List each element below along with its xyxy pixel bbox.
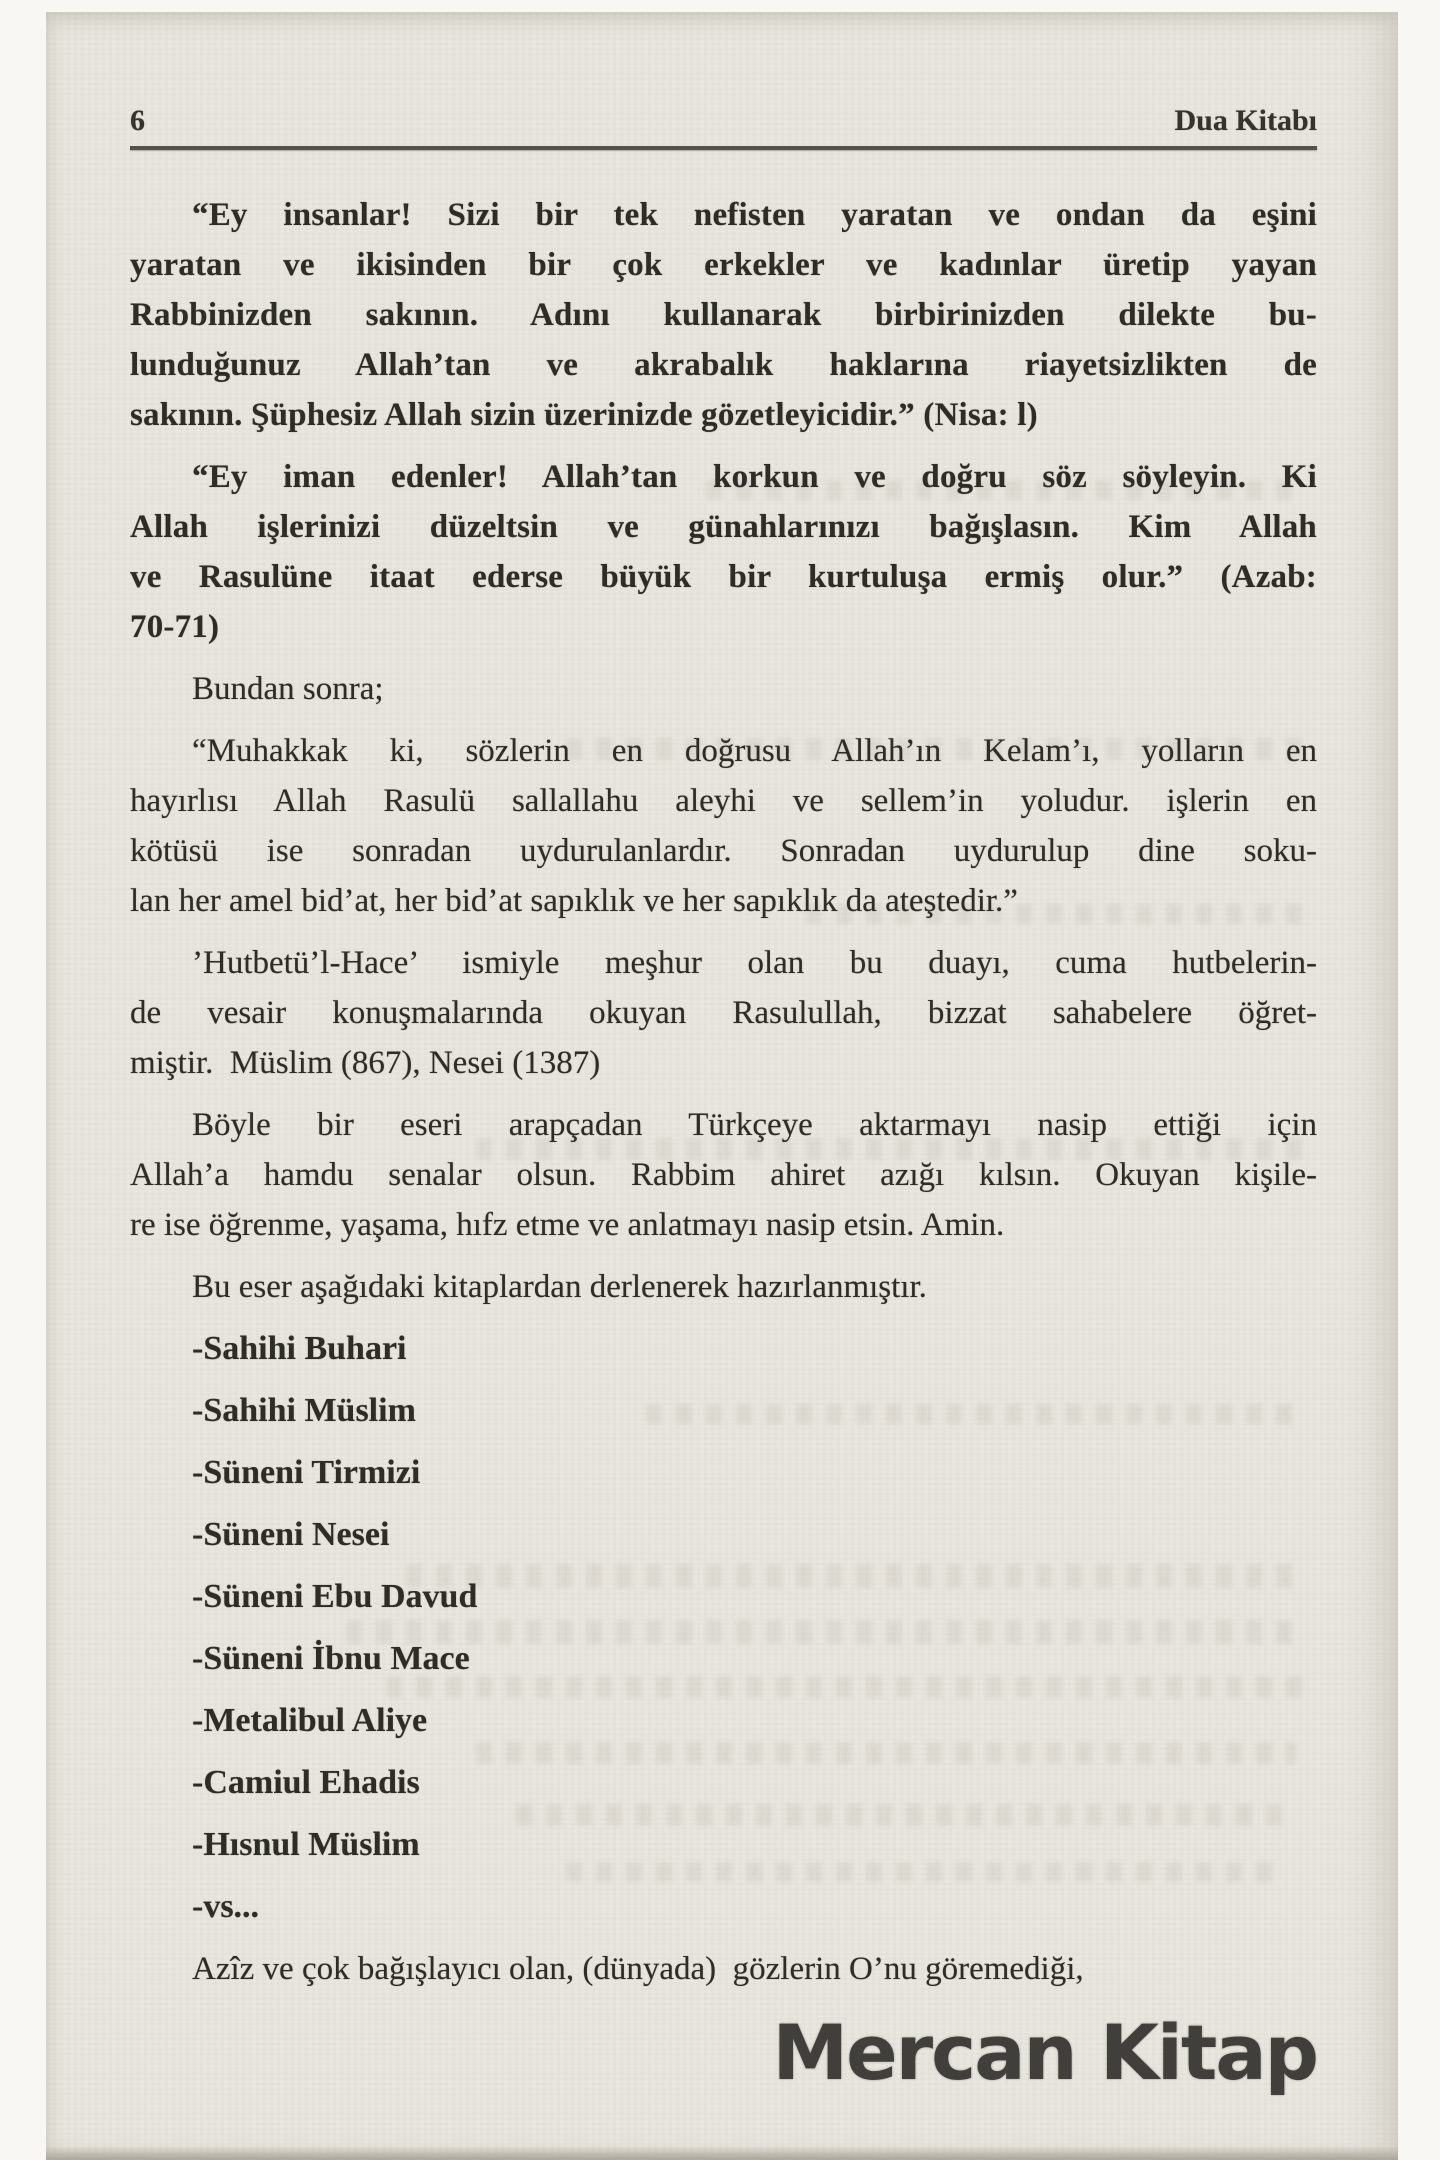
text-line: ’Hutbetü’l-Hace’ ismiyle meşhur olan bu duayı, cuma hutbelerin- xyxy=(192,945,1317,981)
text-line: lan her amel bid’at, her bid’at sapıklık ve her sapıklık da ateştedir.” xyxy=(130,883,1018,919)
text-line: Böyle bir eseri arapçadan Türkçeye aktarmayı nasip ettiği için xyxy=(192,1107,1317,1143)
text-line: de vesair konuşmalarında okuyan Rasulullah, bizzat sahabelere öğret- xyxy=(130,995,1317,1031)
quote-paragraph-azab xyxy=(130,452,1317,652)
text-line: yaratan ve ikisinden bir çok erkekler ve kadınlar üretip yayan xyxy=(130,247,1317,283)
list-item: -Hısnul Müslim xyxy=(192,1826,420,1863)
list-item: -Süneni İbnu Mace xyxy=(192,1640,470,1677)
text-line: “Ey iman edenler! Allah’tan korkun ve doğru söz söyleyin. Ki xyxy=(192,459,1317,495)
body-paragraph-aziz xyxy=(130,1944,1317,1994)
header-rule xyxy=(130,146,1317,150)
text-line: lunduğunuz Allah’tan ve akrabalık haklarına riayetsizlikten de xyxy=(130,347,1317,383)
text-line: Rabbinizden sakının. Adını kullanarak birbirinizden dilekte bu- xyxy=(130,297,1317,333)
book-page xyxy=(46,12,1398,2160)
list-item: -Sahihi Buhari xyxy=(192,1330,407,1367)
text-line: Bu eser aşağıdaki kitaplardan derlenerek hazırlanmıştır. xyxy=(192,1269,927,1305)
text-line: Azîz ve çok bağışlayıcı olan, (dünyada) gözlerin O’nu göremediği, xyxy=(192,1951,1084,1987)
text-line: 70-71) xyxy=(130,609,220,645)
quote-paragraph-nisa xyxy=(130,190,1317,440)
text-line: Allah’a hamdu senalar olsun. Rabbim ahiret azığı kılsın. Okuyan kişile- xyxy=(130,1157,1317,1193)
body-paragraph-bundan-sonra xyxy=(130,664,1317,714)
text-line: hayırlısı Allah Rasulü sallallahu aleyhi ve sellem’in yoludur. işlerin en xyxy=(130,783,1317,819)
body-paragraph-hutbetul-hace xyxy=(130,938,1317,1088)
list-item: -Sahihi Müslim xyxy=(192,1392,416,1429)
page-number: 6 xyxy=(130,104,145,137)
body-paragraph-bu-eser xyxy=(130,1262,1317,1312)
text-line: kötüsü ise sonradan uydurulanlardır. Sonradan uydurulup dine soku- xyxy=(130,833,1317,869)
body-paragraph-boyle-bir-eseri xyxy=(130,1100,1317,1250)
list-item: -Camiul Ehadis xyxy=(192,1764,420,1801)
list-item: -Süneni Ebu Davud xyxy=(192,1578,478,1615)
text-line: “Ey insanlar! Sizi bir tek nefisten yaratan ve ondan da eşini xyxy=(192,197,1317,233)
list-item: -Süneni Nesei xyxy=(192,1516,390,1553)
list-item: -Metalibul Aliye xyxy=(192,1702,428,1739)
publisher-logo: Mercan Kitap xyxy=(772,2008,1317,2097)
running-title: Dua Kitabı xyxy=(1174,104,1317,137)
text-line: Bundan sonra; xyxy=(192,671,384,707)
text-line: Allah işlerinizi düzeltsin ve günahlarınızı bağışlasın. Kim Allah xyxy=(130,509,1317,545)
text-line: sakının. Şüphesiz Allah sizin üzerinizde gözetleyicidir.” (Nisa: l) xyxy=(130,397,1038,433)
source-book-list xyxy=(130,1324,1317,1932)
page-content xyxy=(46,12,1398,2097)
body-paragraph-muhakkak xyxy=(130,726,1317,926)
text-body xyxy=(130,190,1317,1994)
text-line: “Muhakkak ki, sözlerin en doğrusu Allah’ın Kelam’ı, yolların en xyxy=(192,733,1317,769)
list-item: -Süneni Tirmizi xyxy=(192,1454,421,1491)
list-item: -vs... xyxy=(192,1888,260,1925)
page-header xyxy=(130,104,1317,138)
text-line: miştir. Müslim (867), Nesei (1387) xyxy=(130,1045,601,1081)
text-line: re ise öğrenme, yaşama, hıfz etme ve anlatmayı nasip etsin. Amin. xyxy=(130,1207,1005,1243)
text-line: ve Rasulüne itaat ederse büyük bir kurtuluşa ermiş olur.” (Azab: xyxy=(130,559,1317,595)
